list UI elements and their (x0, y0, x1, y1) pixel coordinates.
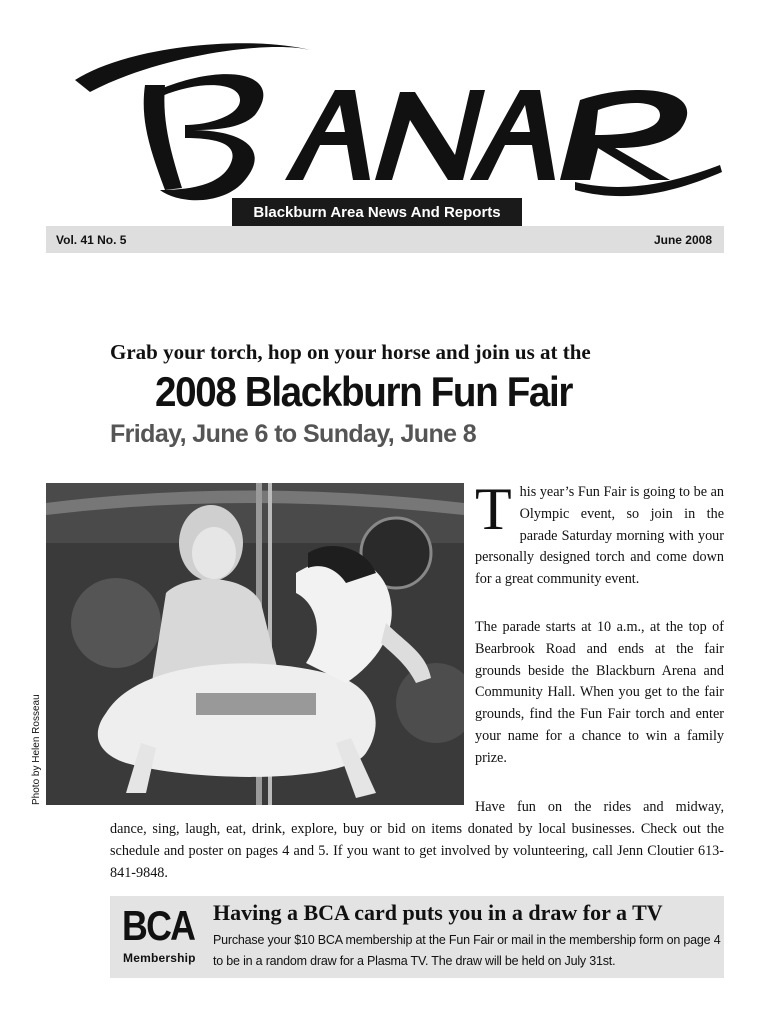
volume-number: Vol. 41 No. 5 (56, 233, 127, 247)
drop-cap: T (475, 476, 512, 542)
paragraph-1-text: his year’s Fun Fair is going to be an Olympic event, so join in the parade Saturday morning with your personally designed torch and come down for a great community event. (475, 484, 724, 588)
promo-text: Purchase your $10 BCA membership at the Fun Fair or mail in the membership form on page 4 to be in a random draw for a Plasma TV. The draw will be held on July 31st. (213, 933, 721, 968)
headline-title: 2008 Blackburn Fun Fair (155, 368, 573, 415)
article-paragraph-1 (475, 476, 724, 591)
photo-credit: Photo by Helen Rosseau (31, 694, 42, 805)
promo-title: Having a BCA card puts you in a draw for a TV (213, 900, 663, 925)
bca-logo: BCA (122, 902, 195, 949)
carousel-photo (46, 483, 464, 805)
headline-kicker: Grab your torch, hop on your horse and join us at the (110, 340, 591, 364)
issue-info-bar (46, 226, 724, 253)
article-paragraph-3-start: Have fun on the rides and midway, (475, 799, 724, 815)
issue-date: June 2008 (653, 233, 712, 247)
article-paragraph-2: The parade starts at 10 a.m., at the top of Bearbrook Road and ends at the fair grounds beside the Blackburn Arena and Community Hall. When you get to the fair grounds, find the Fun Fair torch and enter your name for a chance to win a family prize. (475, 619, 724, 766)
masthead-subtitle: Blackburn Area News And Reports (232, 198, 522, 226)
bca-logo-membership: Membership (123, 951, 196, 965)
article-paragraph-3-continued: dance, sing, laugh, eat, drink, explore, buy or bid on items donated by local businesses. Check out the schedule and poster on pages 4 and 5. If you want to get involved by volunteering, call Jenn Cloutier 613-841-9848. (110, 821, 724, 881)
bca-membership-promo (110, 896, 724, 978)
event-dates: Friday, June 6 to Sunday, June 8 (110, 420, 477, 448)
